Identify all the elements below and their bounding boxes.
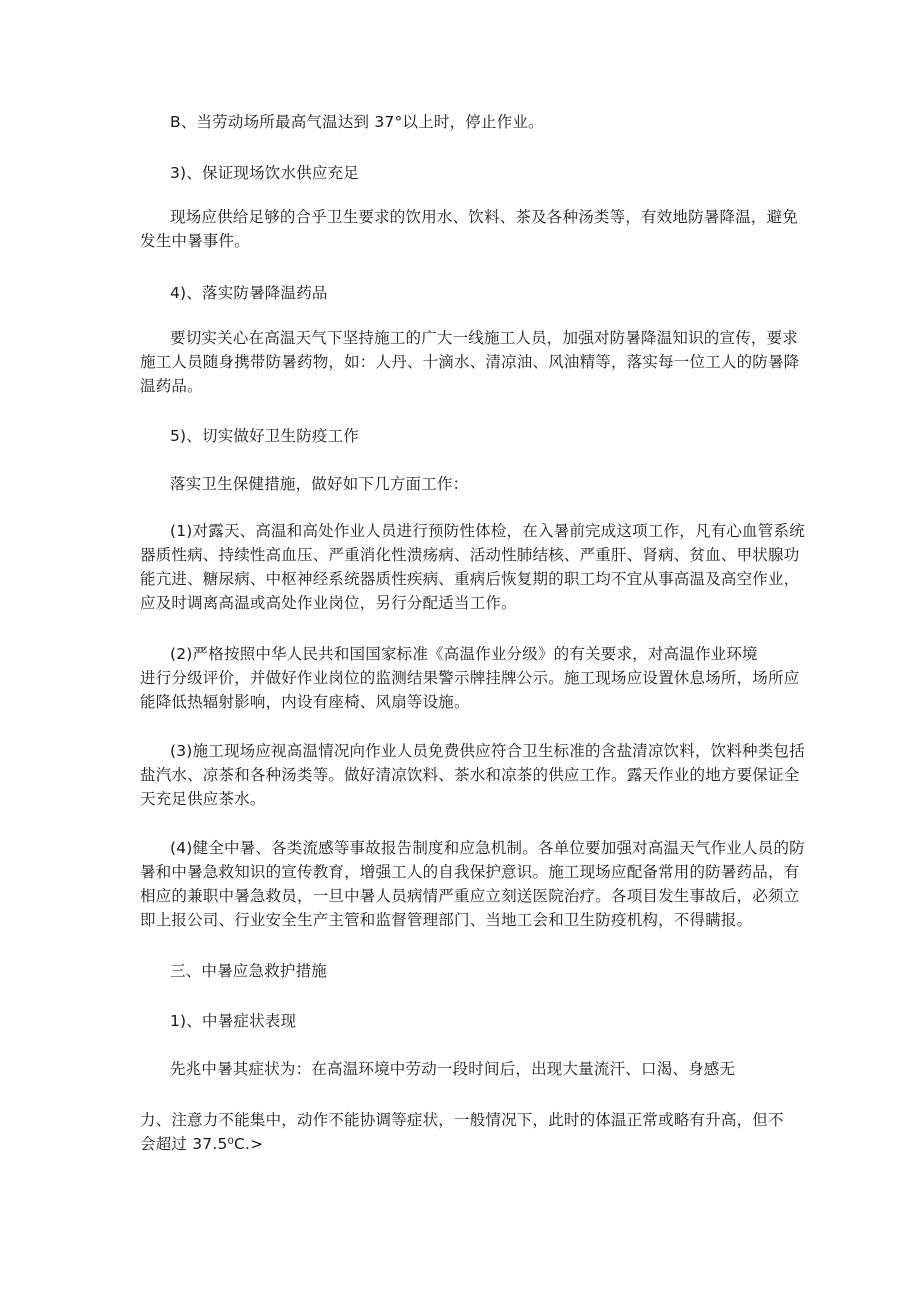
text-line: 进行分级评价，并做好作业岗位的监测结果警示牌挂牌公示。施工现场应设置休息场所，场所应	[140, 669, 800, 687]
text-line: 盐汽水、凉茶和各种汤类等。做好清凉饮料、茶水和凉茶的供应工作。露天作业的地方要保证全	[140, 766, 800, 784]
section-heading-4	[170, 281, 328, 305]
text-line: (3)施工现场应视高温情况向作业人员免费供应符合卫生标准的含盐清凉饮料，饮料种类包括	[170, 742, 805, 760]
rule-b-item	[170, 110, 544, 134]
text-line: 3)、保证现场饮水供应充足	[170, 164, 360, 182]
text-line: 发生中暑事件。	[140, 232, 250, 250]
text-line: 能降低热辐射影响，内设有座椅、风扇等设施。	[140, 693, 470, 711]
text-line: 能亢进、糖尿病、中枢神经系统器质性疾病、重病后恢复期的职工均不宜从事高温及高空作业，	[140, 570, 800, 588]
text-line: (2)严格按照中华人民共和国国家标准《高温作业分级》的有关要求，对高温作业环境	[170, 645, 758, 663]
paragraph-medicine	[140, 326, 799, 398]
section-heading-3	[170, 161, 359, 185]
text-line: B、当劳动场所最高气温达到 37°以上时，停止作业。	[170, 113, 544, 131]
paragraph-health-measures	[170, 472, 468, 496]
text-line: 先兆中暑其症状为：在高温环境中劳动一段时间后，出现大量流汗、口渴、身感无	[170, 1060, 736, 1078]
paragraph-symptoms-continued	[140, 1108, 784, 1156]
text-line: 相应的兼职中暑急救员，一旦中暑人员病情严重应立刻送医院治疗。各项目发生事故后，必须立	[140, 887, 800, 905]
text-line: (4)健全中暑、各类流感等事故报告制度和应急机制。各单位要加强对高温天气作业人员的防	[170, 839, 805, 857]
text-line: 要切实关心在高温天气下坚持施工的广大一线施工人员，加强对防暑降温知识的宣传，要求	[170, 329, 799, 347]
text-line: 会超过 37.5⁰C.>	[140, 1135, 264, 1153]
section-heading-1	[170, 1009, 296, 1033]
text-line: 温药品。	[140, 377, 203, 395]
text-line: 1)、中暑症状表现	[170, 1012, 297, 1030]
paragraph-drinking-water	[140, 205, 798, 253]
text-line: 暑和中暑急救知识的宣传教育，增强工人的自我保护意识。施工现场应配备常用的防暑药品，有	[140, 863, 800, 881]
list-item-1	[140, 519, 805, 615]
text-line: 5)、切实做好卫生防疫工作	[170, 427, 360, 445]
text-line: 应及时调离高温或高处作业岗位，另行分配适当工作。	[140, 594, 517, 612]
text-line: 4)、落实防暑降温药品	[170, 284, 328, 302]
section-heading-5	[170, 424, 359, 448]
list-item-4	[140, 836, 805, 932]
text-line: 天充足供应茶水。	[140, 790, 266, 808]
text-line: 即上报公司、行业安全生产主管和监督管理部门、当地工会和卫生防疫机构，不得瞒报。	[140, 911, 753, 929]
text-line: 力、注意力不能集中，动作不能协调等症状，一般情况下，此时的体温正常或略有升高，但不	[140, 1111, 784, 1129]
text-line: 现场应供给足够的合乎卫生要求的饮用水、饮料、茶及各种汤类等，有效地防暑降温，避免	[170, 208, 799, 226]
text-line: 落实卫生保健措施，做好如下几方面工作：	[170, 475, 469, 493]
text-line: 三、中暑应急救护措施	[170, 962, 328, 980]
list-item-3	[140, 739, 805, 811]
text-line: 施工人员随身携带防暑药物，如：人丹、十滴水、清凉油、风油精等，落实每一位工人的防暑降	[140, 353, 800, 371]
section-heading-three	[170, 959, 327, 983]
paragraph-symptoms	[170, 1057, 735, 1081]
text-line: 器质性病、持续性高血压、严重消化性溃疡病、活动性肺结核、严重肝、肾病、贫血、甲状腺功	[140, 546, 800, 564]
list-item-2	[140, 642, 799, 714]
text-line: (1)对露天、高温和高处作业人员进行预防性体检，在入暑前完成这项工作，凡有心血管系统	[170, 522, 805, 540]
